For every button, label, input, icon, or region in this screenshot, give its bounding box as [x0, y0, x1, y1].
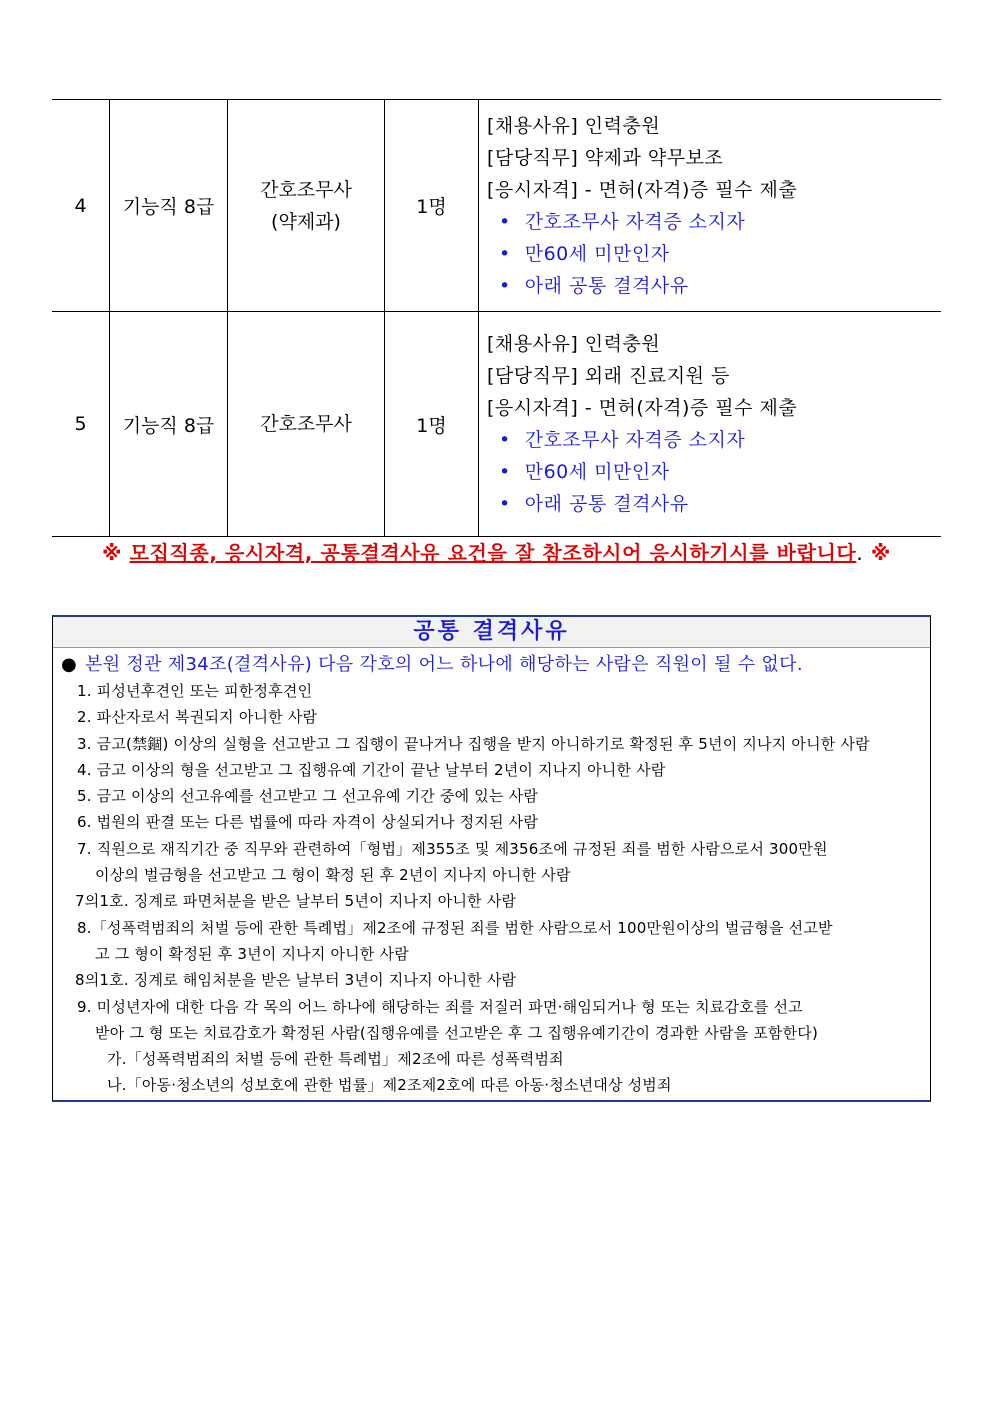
headcount: 1명: [385, 312, 479, 537]
section-title: 공통 결격사유: [53, 617, 930, 648]
job-title-line: 간호조무사: [260, 178, 352, 201]
list-item: 4. 금고 이상의 형을 선고받고 그 집행유예 기간이 끝난 날부터 2년이 지나지 아니한 사람: [77, 760, 666, 779]
bullet-icon: ●: [61, 654, 78, 675]
sub-list-item: 나.「아동·청소년의 성보호에 관한 법률」제2조제2호에 따른 아동·청소년대상 성범죄: [107, 1076, 672, 1095]
row-number: 4: [52, 100, 110, 312]
qualification-item: • 아래 공통 결격사유: [499, 274, 689, 297]
list-item: 7. 직원으로 재직기간 중 직무와 관련하여「형법」제355조 및 제356조에 규정된 죄를 범한 사람으로서 300만원: [77, 839, 828, 858]
list-item: 2. 파산자로서 복권되지 아니한 사람: [77, 708, 318, 727]
qualification: [응시자격] - 면허(자격)증 필수 제출: [487, 178, 798, 201]
qualification-item: • 만60세 미만인자: [499, 242, 670, 265]
bullet-icon: •: [499, 461, 511, 483]
headcount: 1명: [385, 100, 479, 312]
bullet-icon: •: [499, 429, 511, 451]
bullet-icon: •: [499, 210, 511, 233]
list-item: 7의1호. 징계로 파면처분을 받은 날부터 5년이 지나지 아니한 사람: [75, 892, 517, 911]
table-row: [52, 100, 941, 312]
hiring-reason: [채용사유] 인력충원: [487, 333, 661, 355]
lead-text: 본원 정관 제34조(결격사유) 다음 각호의 어느 하나에 해당하는 사람은 직원이 될 수 없다.: [85, 654, 803, 675]
application-notice: [52, 537, 941, 566]
list-item: 8.「성폭력범죄의 처벌 등에 관한 특례법」제2조에 규정된 죄를 범한 사람으로서 100만원이상의 벌금형을 선고받: [77, 918, 833, 937]
qualification-item: • 간호조무사 자격증 소지자: [499, 210, 746, 233]
list-item: 9. 미성년자에 대한 다음 각 목의 어느 하나에 해당하는 죄를 저질러 파면·해임되거나 형 또는 치료감호를 선고: [77, 997, 803, 1016]
common-disqualification-box: [52, 615, 931, 1102]
list-item-continuation: 받아 그 형 또는 치료감호가 확정된 사람(집행유예를 선고받은 후 그 집행유예기간이 경과한 사람을 포함한다): [95, 1023, 819, 1042]
list-item: 6. 법원의 판결 또는 다른 법률에 따라 자격이 상실되거나 정지된 사람: [77, 813, 539, 832]
notice-text: 모집직종, 응시자격, 공통결격사유 요건을 잘 참조하시어 응시하기시를 바랍니다: [129, 541, 857, 565]
reference-mark-icon: ※: [102, 541, 123, 565]
table-row: [52, 312, 941, 537]
sub-list-item: 가.「성폭력범죄의 처벌 등에 관한 특례법」제2조에 따른 성폭력범죄: [107, 1050, 564, 1069]
disqualification-list: [77, 678, 927, 1099]
list-item-continuation: 이상의 벌금형을 선고받고 그 형이 확정 된 후 2년이 지나지 아니한 사람: [95, 866, 571, 885]
section-lead: [61, 650, 803, 676]
job-grade: 기능직 8급: [110, 100, 228, 312]
list-item: 8의1호. 징계로 해임처분을 받은 날부터 3년이 지나지 아니한 사람: [75, 971, 517, 990]
qualification-item: • 아래 공통 결격사유: [499, 493, 689, 515]
list-item: 3. 금고(禁錮) 이상의 실형을 선고받고 그 집행이 끝나거나 집행을 받지 아니하기로 확정된 후 5년이 지나지 아니한 사람: [77, 734, 870, 753]
job-title: [228, 312, 385, 537]
list-item: 1. 피성년후견인 또는 피한정후견인: [77, 682, 313, 700]
qualification-item: • 만60세 미만인자: [499, 461, 670, 483]
list-item: 5. 금고 이상의 선고유예를 선고받고 그 선고유예 기간 중에 있는 사람: [77, 787, 539, 806]
reference-mark-icon: ※: [870, 541, 891, 565]
bullet-icon: •: [499, 274, 511, 297]
job-duty: [담당직무] 외래 진료지원 등: [487, 365, 730, 387]
recruitment-table: [52, 99, 941, 537]
notice-period: .: [856, 541, 864, 565]
qualification-item: • 간호조무사 자격증 소지자: [499, 429, 746, 451]
job-duty: [담당직무] 약제과 약무보조: [487, 146, 724, 169]
hiring-reason: [채용사유] 인력충원: [487, 114, 661, 137]
job-grade: 기능직 8급: [110, 312, 228, 537]
job-title-line: 간호조무사: [260, 413, 352, 435]
bullet-icon: •: [499, 242, 511, 265]
job-description: [479, 100, 942, 312]
job-description: [479, 312, 942, 537]
job-title: [228, 100, 385, 312]
row-number: 5: [52, 312, 110, 537]
list-item-continuation: 고 그 형이 확정된 후 3년이 지나지 아니한 사람: [95, 944, 409, 963]
qualification: [응시자격] - 면허(자격)증 필수 제출: [487, 397, 798, 419]
bullet-icon: •: [499, 493, 511, 515]
job-title-department: (약제과): [271, 210, 341, 233]
